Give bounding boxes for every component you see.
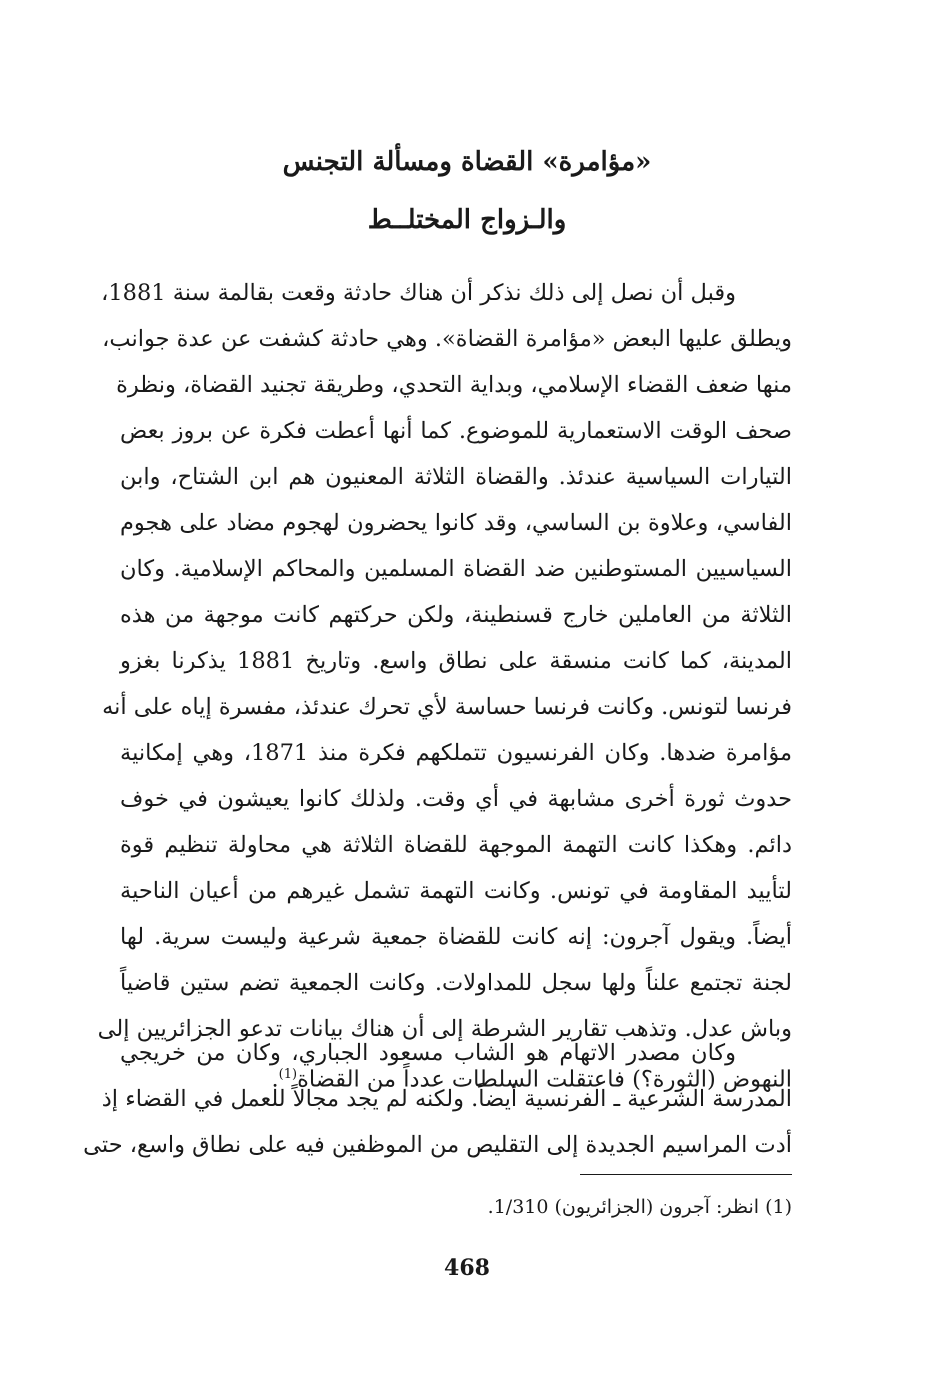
chapter-heading-line-2: والـزواج المختلــط [367, 205, 567, 235]
footnote-number: (1) [765, 1196, 792, 1218]
paragraph-line: أيضاً. ويقول آجرون: إنه كانت للقضاة جمعية شرعية وليست سرية. لها [120, 924, 792, 950]
paragraph-line: دائم. وهكذا كانت التهمة الموجهة للقضاة الثلاثة هي محاولة تنظيم قوة [120, 832, 792, 858]
footnote-reference: (1) [278, 1067, 298, 1082]
paragraph-line: لتأييد المقاومة في تونس. وكانت التهمة تشمل غيرهم من أعيان الناحية [120, 878, 792, 904]
paragraph-line: صحف الوقت الاستعمارية للموضوع. كما أنها أعطت فكرة عن بروز بعض [120, 418, 792, 444]
paragraph-2 [83, 1030, 792, 1168]
page-number: 468 [444, 1255, 490, 1281]
paragraph-line: ويطلق عليها البعض «مؤامرة القضاة». وهي حادثة كشفت عن عدة جوانب، [102, 326, 792, 352]
paragraph-line: وقبل أن نصل إلى ذلك نذكر أن هناك حادثة وقعت بقالمة سنة 1881، [101, 280, 736, 306]
footnote-text: انظر: آجرون (الجزائريون) 1/310. [487, 1196, 760, 1218]
footnote [120, 1192, 792, 1222]
paragraph-line: حدوث ثورة أخرى مشابهة في أي وقت. ولذلك كانوا يعيشون في خوف [120, 786, 792, 812]
paragraph-line: المدينة، كما كانت منسقة على نطاق واسع. وتاريخ 1881 يذكرنا بغزو [120, 648, 792, 674]
footnote-divider [580, 1174, 792, 1175]
paragraph-line: وكان مصدر الاتهام هو الشاب مسعود الجباري، وكان من خريجي [120, 1040, 737, 1066]
paragraph-line: المدرسة الشرعية ـ الفرنسية أيضاً. ولكنه لم يجد مجالاً للعمل في القضاء إذ [101, 1086, 792, 1112]
chapter-heading-line-1: «مؤامرة» القضاة ومسألة التجنس [282, 147, 652, 177]
paragraph-line: أدت المراسيم الجديدة إلى التقليص من الموظفين فيه على نطاق واسع، حتى [83, 1132, 792, 1158]
paragraph-line: السياسيين المستوطنين ضد القضاة المسلمين والمحاكم الإسلامية. وكان [120, 556, 792, 582]
paragraph-line: التيارات السياسية عندئذ. والقضاة الثلاثة المعنيون هم ابن الشتاح، وابن [120, 464, 792, 490]
paragraph-line: الفاسي، وعلاوة بن الساسي، وقد كانوا يحضرون لهجوم مضاد على هجوم [120, 510, 792, 536]
paragraph-end-mark: . [271, 1066, 279, 1093]
paragraph-line: لجنة تجتمع علناً ولها سجل للمداولات. وكانت الجمعية تضم ستين قاضياً [120, 970, 792, 996]
paragraph-line-text: النهوض (الثورة؟) فاعتقلت السلطات عدداً من القضاة [297, 1066, 792, 1093]
paragraph-1 [97, 270, 793, 1098]
paragraph-line: منها ضعف القضاء الإسلامي، وبداية التحدي، وطريقة تجنيد القضاة، ونظرة [116, 372, 792, 398]
paragraph-line: وباش عدل. وتذهب تقارير الشرطة إلى أن هناك بيانات تدعو الجزائريين إلى [97, 1016, 792, 1042]
paragraph-line: الثلاثة من العاملين خارج قسنطينة، ولكن حركتهم كانت موجهة من هذه [120, 602, 792, 628]
paragraph-line: مؤامرة ضدها. وكان الفرنسيون تتملكهم فكرة منذ 1871، وهي إمكانية [120, 740, 793, 766]
paragraph-line: فرنسا لتونس. وكانت فرنسا حساسة لأي تحرك عندئذ، مفسرة إياه على أنه [102, 694, 792, 720]
